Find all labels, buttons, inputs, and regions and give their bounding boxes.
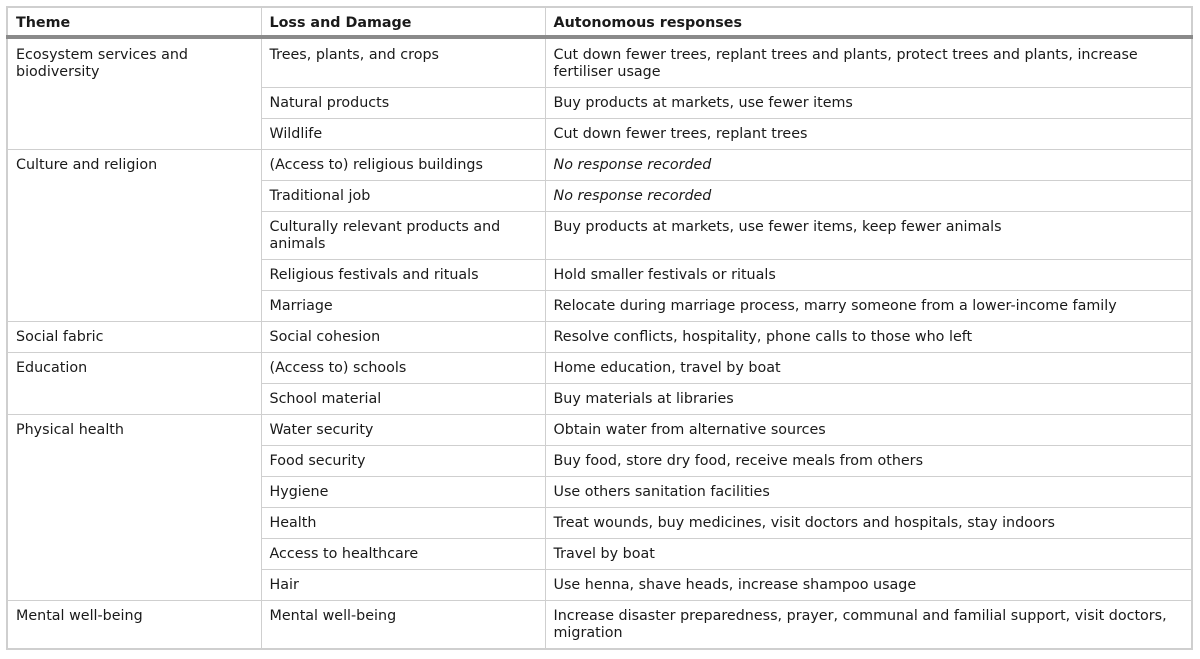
theme-cell <box>7 37 261 150</box>
response-label: Increase disaster preparedness, prayer, communal and familial support, visit doctors, migration <box>553 608 1167 641</box>
loss-cell <box>261 37 545 88</box>
response-label: Resolve conflicts, hospitality, phone calls to those who left <box>553 329 973 345</box>
loss-label: Access to healthcare <box>269 546 419 562</box>
loss-cell <box>261 322 545 353</box>
loss-cell <box>261 119 545 150</box>
header-autonomous-responses: Autonomous responses <box>545 7 1192 37</box>
response-label: Buy materials at libraries <box>553 391 734 407</box>
response-label: Obtain water from alternative sources <box>553 422 826 438</box>
loss-cell <box>261 508 545 539</box>
loss-label: Hair <box>269 577 299 593</box>
loss-label: Water security <box>269 422 374 438</box>
loss-label: Wildlife <box>269 126 323 142</box>
loss-label: Traditional job <box>269 188 371 204</box>
table-row <box>7 322 1192 353</box>
loss-cell <box>261 539 545 570</box>
response-label: Buy products at markets, use fewer items <box>553 95 853 111</box>
loss-cell <box>261 570 545 601</box>
response-cell <box>545 212 1192 260</box>
loss-damage-table <box>6 6 1193 650</box>
loss-cell <box>261 353 545 384</box>
loss-label: Natural products <box>269 95 390 111</box>
response-label: Hold smaller festivals or rituals <box>553 267 776 283</box>
response-cell <box>545 384 1192 415</box>
loss-label: Religious festivals and rituals <box>269 267 479 283</box>
response-label: Cut down fewer trees, replant trees and plants, protect trees and plants, increase fertiliser usage <box>553 47 1138 80</box>
header-loss-and-damage: Loss and Damage <box>261 7 545 37</box>
response-cell <box>545 119 1192 150</box>
loss-label: Marriage <box>269 298 333 314</box>
theme-label: Education <box>16 360 88 376</box>
response-cell <box>545 477 1192 508</box>
header-row <box>7 7 1192 37</box>
response-label: Cut down fewer trees, replant trees <box>553 126 808 142</box>
response-label: Relocate during marriage process, marry someone from a lower-income family <box>553 298 1117 314</box>
response-cell <box>545 446 1192 477</box>
response-cell <box>545 291 1192 322</box>
table-container <box>6 6 1191 652</box>
theme-label: Mental well-being <box>16 608 143 624</box>
loss-label: Hygiene <box>269 484 329 500</box>
theme-cell <box>7 601 261 650</box>
loss-cell <box>261 212 545 260</box>
theme-cell <box>7 415 261 601</box>
loss-cell <box>261 384 545 415</box>
response-cell <box>545 260 1192 291</box>
response-cell <box>545 150 1192 181</box>
loss-cell <box>261 291 545 322</box>
loss-cell <box>261 260 545 291</box>
theme-cell <box>7 322 261 353</box>
loss-cell <box>261 415 545 446</box>
loss-label: (Access to) schools <box>269 360 407 376</box>
response-cell <box>545 415 1192 446</box>
loss-cell <box>261 150 545 181</box>
response-cell <box>545 353 1192 384</box>
loss-label: (Access to) religious buildings <box>269 157 483 173</box>
loss-label: Food security <box>269 453 366 469</box>
table-row <box>7 353 1192 384</box>
response-cell <box>545 37 1192 88</box>
table-row <box>7 37 1192 88</box>
response-cell <box>545 181 1192 212</box>
table-header <box>7 7 1192 37</box>
loss-label: School material <box>269 391 382 407</box>
loss-cell <box>261 477 545 508</box>
theme-label: Culture and religion <box>16 157 158 173</box>
response-label: Buy products at markets, use fewer items, keep fewer animals <box>553 219 1002 235</box>
loss-label: Mental well-being <box>269 608 397 624</box>
response-cell <box>545 601 1192 650</box>
response-label: Home education, travel by boat <box>553 360 781 376</box>
theme-cell <box>7 353 261 415</box>
table-body <box>7 37 1192 649</box>
response-label: Use henna, shave heads, increase shampoo usage <box>553 577 917 593</box>
table-row <box>7 415 1192 446</box>
table-row <box>7 150 1192 181</box>
response-cell <box>545 570 1192 601</box>
response-label: Travel by boat <box>553 546 655 562</box>
response-label: No response recorded <box>553 157 712 173</box>
response-label: Treat wounds, buy medicines, visit doctors and hospitals, stay indoors <box>553 515 1056 531</box>
loss-label: Health <box>269 515 317 531</box>
loss-label: Culturally relevant products and animals <box>269 219 501 252</box>
loss-cell <box>261 446 545 477</box>
loss-cell <box>261 601 545 650</box>
theme-cell <box>7 150 261 322</box>
loss-cell <box>261 88 545 119</box>
response-cell <box>545 88 1192 119</box>
response-label: Buy food, store dry food, receive meals from others <box>553 453 924 469</box>
response-label: Use others sanitation facilities <box>553 484 770 500</box>
loss-cell <box>261 181 545 212</box>
theme-label: Social fabric <box>16 329 104 345</box>
header-theme: Theme <box>7 7 261 37</box>
loss-label: Trees, plants, and crops <box>269 47 439 63</box>
response-cell <box>545 322 1192 353</box>
table-row <box>7 601 1192 650</box>
loss-label: Social cohesion <box>269 329 381 345</box>
theme-label: Physical health <box>16 422 124 438</box>
response-cell <box>545 539 1192 570</box>
response-cell <box>545 508 1192 539</box>
response-label: No response recorded <box>553 188 712 204</box>
theme-label: Ecosystem services and biodiversity <box>16 47 188 80</box>
